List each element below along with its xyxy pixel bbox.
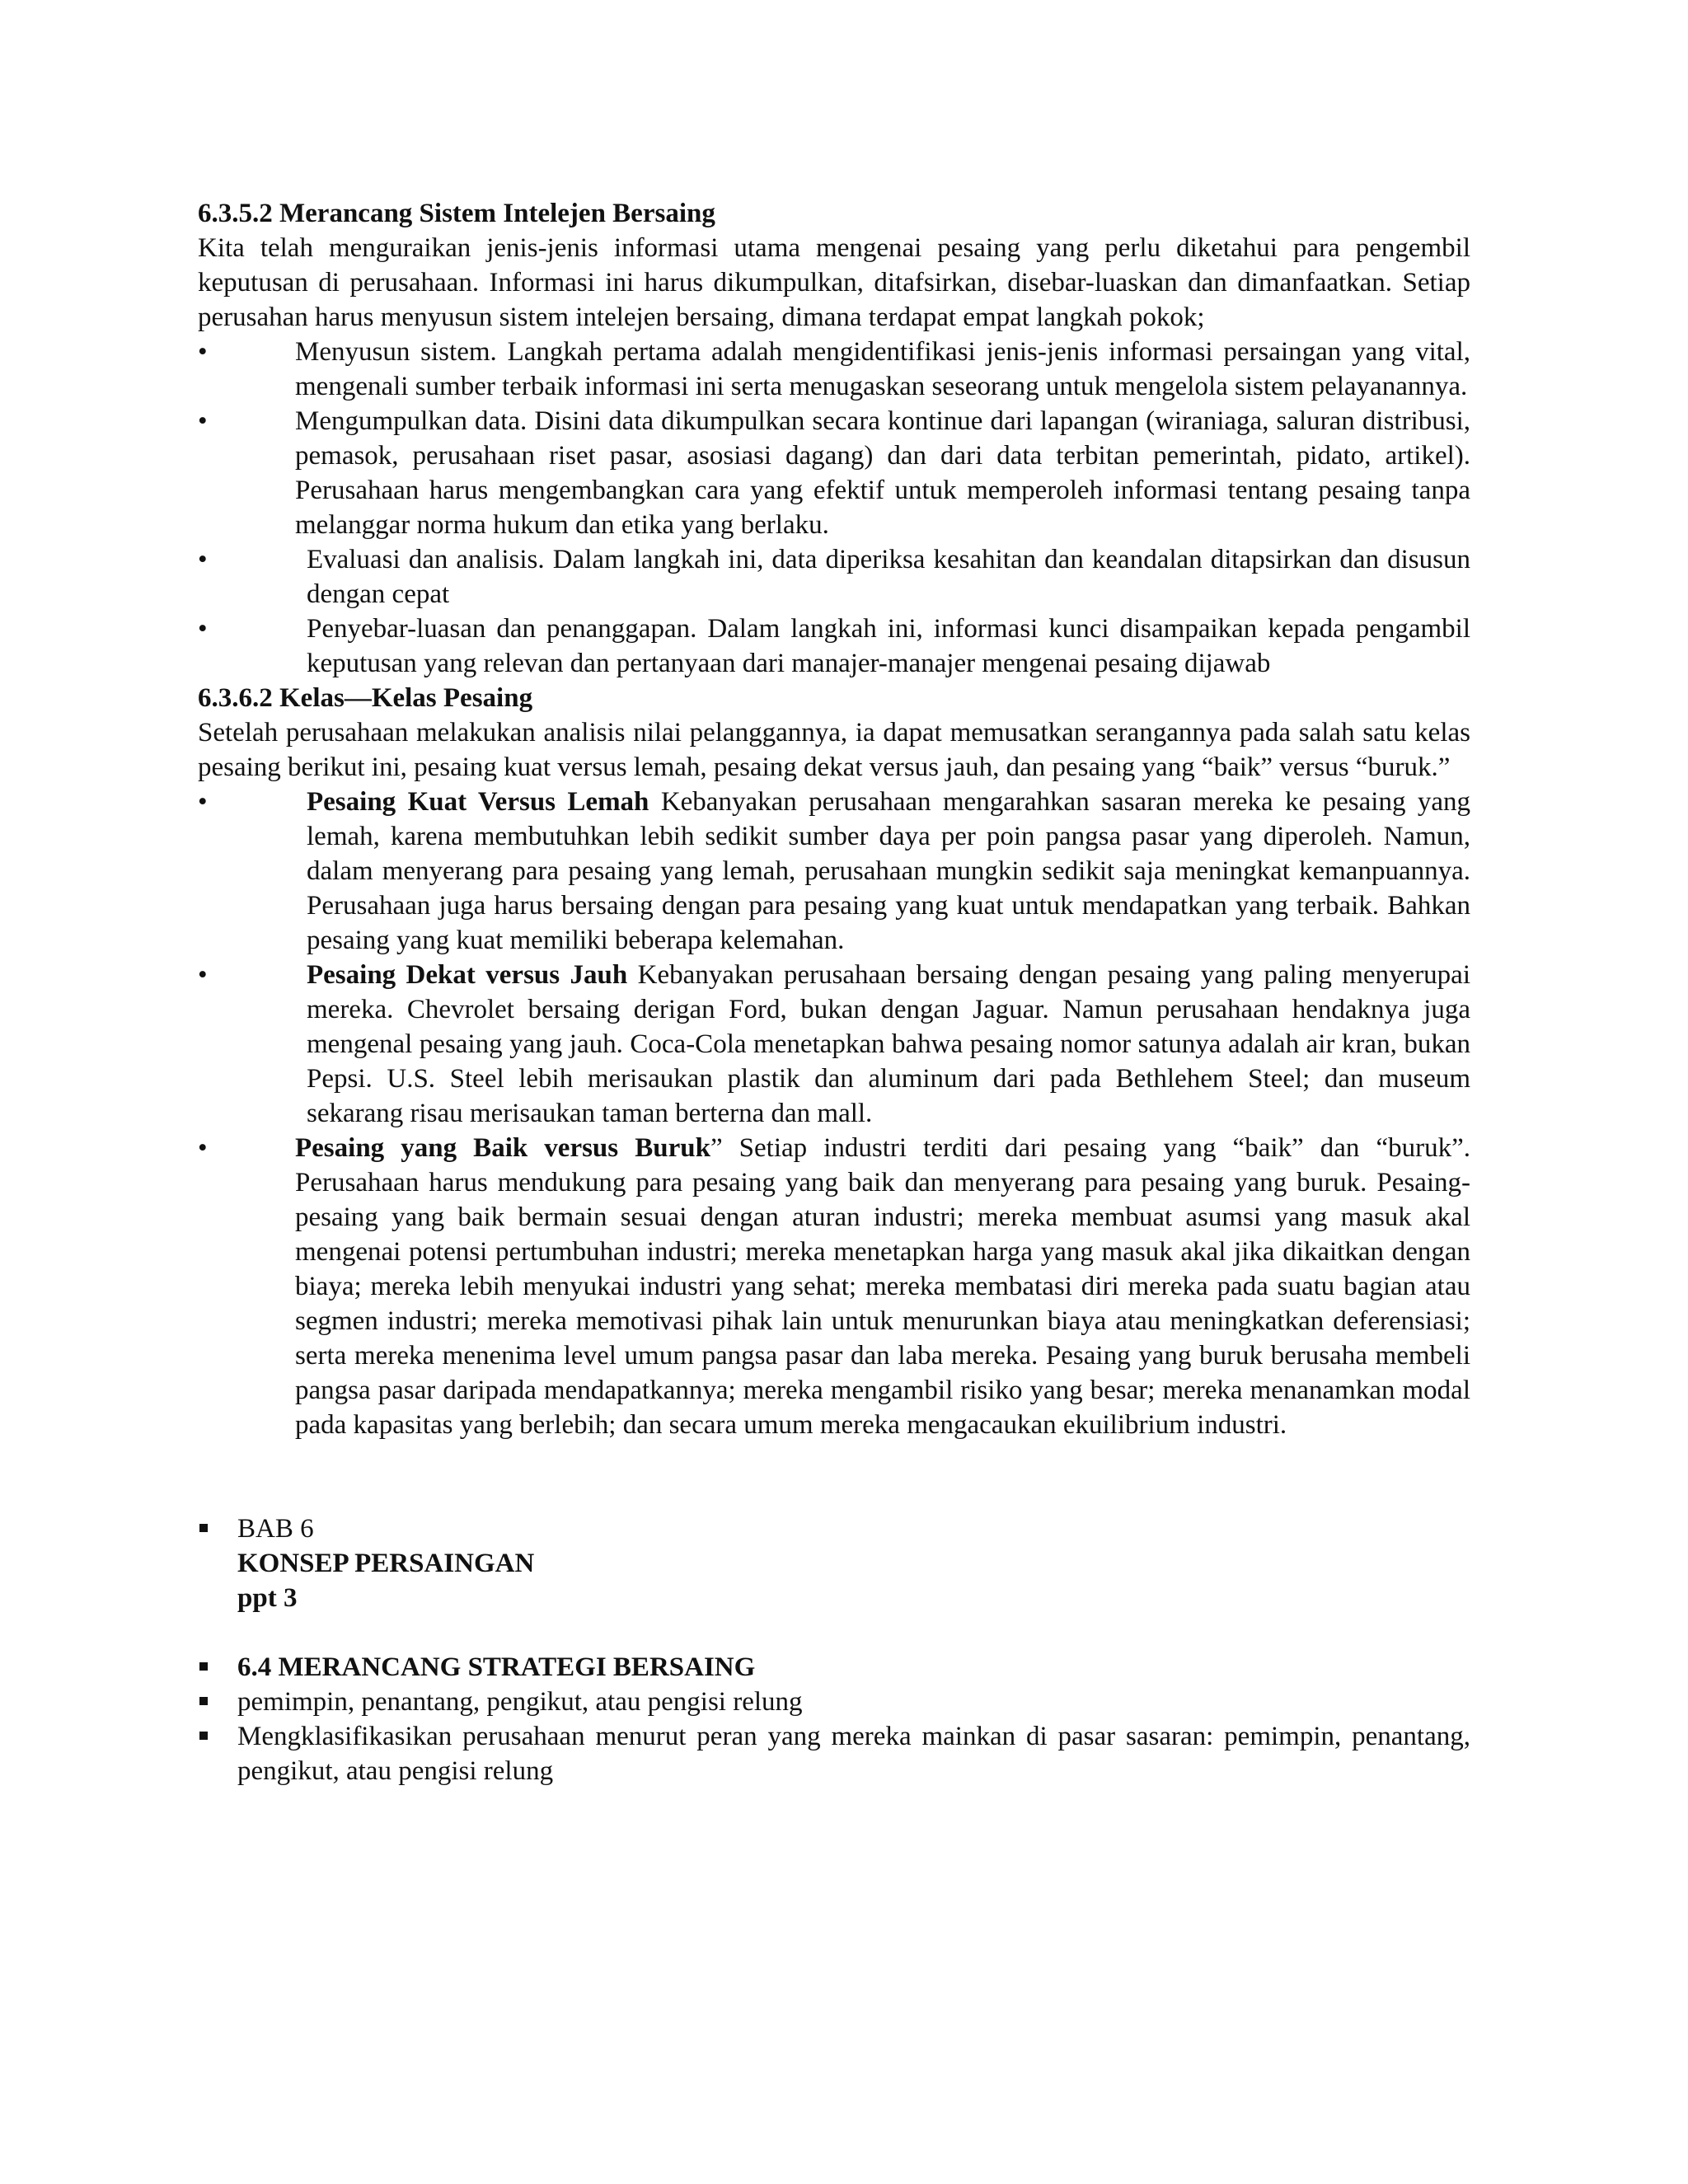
- bullet-icon: •: [198, 337, 208, 367]
- bab-label: BAB 6: [237, 1514, 314, 1544]
- bullet-icon: •: [198, 1133, 208, 1163]
- section-heading-kelas-pesaing: 6.3.6.2 Kelas—Kelas Pesaing: [198, 683, 533, 713]
- list-item-text: Penyebar-luasan dan penanggapan. Dalam langkah ini, informasi kunci disampaikan kepada pengambil keputusan yang relevan dan pertanyaan dari manajer-manajer mengenai pesaing dijawab: [307, 614, 1470, 678]
- spacer: [198, 1442, 1470, 1511]
- paragraph-kelas-intro: Setelah perusahaan melakukan analisis nilai pelanggannya, ia dapat memusatkan serangannya pada salah satu kelas pesaing berikut ini, pesaing kuat versus lemah, pesaing dekat versus jauh, dan pesaing yang “baik” versus “buruk.”: [198, 718, 1470, 782]
- square-bullet-icon: [199, 1697, 208, 1705]
- konsep-title: KONSEP PERSAINGAN: [237, 1549, 535, 1578]
- list-item: [198, 1685, 1470, 1719]
- list-item-body: Kebanyakan perusahaan bersaing dengan pesaing yang paling menyerupai mereka. Chevrolet bersaing derigan Ford, bukan dengan Jaguar. Namun perusahaan hendaknya juga mengenal pesaing yang jauh. Coca-Cola menetapkan bahwa pesaing nomor satunya adalah air kran, bukan Pepsi. U.S. Steel lebih merisaukan plastik dan aluminum dari pada Bethlehem Steel; dan museum sekarang risau merisaukan taman berterna dan mall.: [307, 960, 1470, 1128]
- list-item-title: Pesaing Kuat Versus Lemah: [307, 787, 649, 817]
- list-item-text: pemimpin, penantang, pengikut, atau pengisi relung: [237, 1687, 803, 1717]
- list-item-text: [307, 785, 1470, 958]
- list-item: [198, 404, 1470, 542]
- section-heading-intelejen: 6.3.5.2 Merancang Sistem Intelejen Bersaing: [198, 199, 715, 228]
- list-item-text: Menyusun sistem. Langkah pertama adalah mengidentifikasi jenis-jenis informasi persaingan yang vital, mengenali sumber terbaik informasi ini serta menugaskan seseorang untuk mengelola sistem pelayanannya.: [295, 337, 1470, 401]
- list-item-text: Mengklasifikasikan perusahaan menurut peran yang mereka mainkan di pasar sasaran: pemimpin, penantang, pengikut, atau pengisi relung: [237, 1722, 1470, 1786]
- bullet-icon: •: [198, 406, 208, 436]
- list-item: [198, 785, 1470, 958]
- list-item: [198, 1719, 1470, 1788]
- bullet-icon: •: [198, 960, 208, 990]
- paragraph-intelejen-intro: Kita telah menguraikan jenis-jenis informasi utama mengenai pesaing yang perlu diketahui para pengembil keputusan di perusahaan. Informasi ini harus dikumpulkan, ditafsirkan, disebar-luaskan dan dimanfaatkan. Setiap perusahan harus menyusun sistem intelejen bersaing, dimana terdapat empat langkah pokok;: [198, 233, 1470, 332]
- spacer: [198, 1615, 1470, 1650]
- list-item-body: ” Setiap industri terditi dari pesaing yang “baik” dan “buruk”. Perusahaan harus mendukung para pesaing yang baik dan menyerang para pesaing yang buruk. Pesaing-pesaing yang baik bermain sesuai dengan aturan industri; mereka membuat asumsi yang masuk akal mengenai potensi pertumbuhan industri; mereka menetapkan harga yang masuk akal jika dikaitkan dengan biaya; mereka lebih menyukai industri yang sehat; mereka membatasi diri mereka pada suatu bagian atau segmen industri; mereka memotivasi pihak lain untuk menurunkan biaya atau meningkatkan deferensiasi; serta mereka menenima level umum pangsa pasar dan laba mereka. Pesaing yang buruk berusaha membeli pangsa pasar daripada mendapatkannya; mereka mengambil risiko yang besar; mereka menanamkan modal pada kapasitas yang berlebih; dan secara umum mereka mengacaukan ekuilibrium industri.: [295, 1133, 1470, 1440]
- list-item: [198, 335, 1470, 404]
- strategy-heading: 6.4 MERANCANG STRATEGI BERSAING: [237, 1652, 756, 1682]
- list-item: [198, 1650, 1470, 1685]
- bullet-icon: •: [198, 545, 208, 574]
- list-item-text: [307, 958, 1470, 1131]
- bullet-icon: •: [198, 787, 208, 817]
- ppt-label: ppt 3: [237, 1583, 298, 1613]
- list-item-title: Pesaing yang Baik versus Buruk: [295, 1133, 710, 1163]
- slide-title-block: [198, 1511, 1470, 1615]
- square-bullet-icon: [199, 1732, 208, 1740]
- bullet-icon: •: [198, 614, 208, 644]
- list-item-body: Kebanyakan perusahaan mengarahkan sasaran mereka ke pesaing yang lemah, karena membutuhkan lebih sedikit sumber daya per poin pangsa pasar yang diperoleh. Namun, dalam menyerang para pesaing yang lemah, perusahaan mungkin sedikit saja meningkat kemanpuannya. Perusahaan juga harus bersaing dengan para pesaing yang kuat untuk mendapatkan yang terbaik. Bahkan pesaing yang kuat memiliki beberapa kelemahan.: [307, 787, 1471, 955]
- list-item-text: [295, 1131, 1470, 1442]
- list-item: [198, 1131, 1470, 1442]
- square-bullet-icon: [199, 1524, 208, 1532]
- list-item: [198, 612, 1470, 681]
- list-item-text: Mengumpulkan data. Disini data dikumpulkan secara kontinue dari lapangan (wiraniaga, saluran distribusi, pemasok, perusahaan riset pasar, asosiasi dagang) dan dari data terbitan pemerintah, pidato, artikel). Perusahaan harus mengembangkan cara yang efektif untuk memperoleh informasi tentang pesaing tanpa melanggar norma hukum dan etika yang berlaku.: [295, 406, 1470, 540]
- list-item: [198, 958, 1470, 1131]
- document-page: [198, 196, 1470, 1788]
- list-item-text: Evaluasi dan analisis. Dalam langkah ini, data diperiksa kesahitan dan keandalan ditapsirkan dan disusun dengan cepat: [307, 545, 1470, 609]
- square-bullet-icon: [199, 1662, 208, 1671]
- list-item-title: Pesaing Dekat versus Jauh: [307, 960, 628, 990]
- list-item: [198, 542, 1470, 612]
